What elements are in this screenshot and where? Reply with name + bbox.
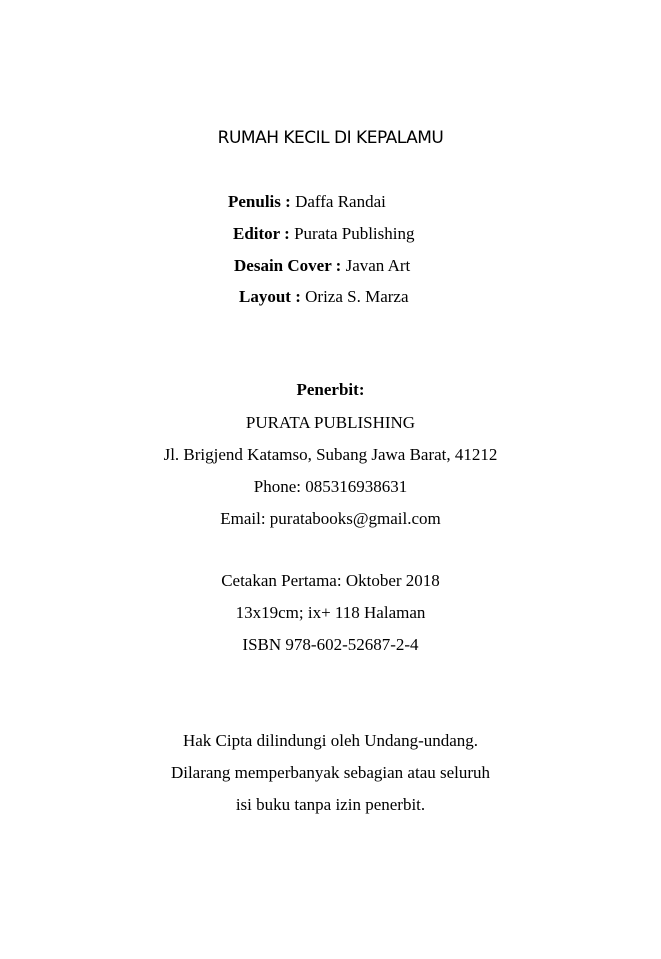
credit-cover	[234, 255, 410, 277]
credit-layout-value: Oriza S. Marza	[305, 287, 409, 306]
publisher-name: PURATA PUBLISHING	[245, 413, 416, 432]
book-title: RUMAH KECIL DI KEPALAMU	[217, 128, 444, 148]
edition-first-print: Cetakan Pertama: Oktober 2018	[221, 571, 440, 590]
publisher-address: Jl. Brigjend Katamso, Subang Jawa Barat, 41212	[163, 445, 498, 464]
credit-editor-label: Editor :	[233, 224, 290, 243]
copyright-line-3: isi buku tanpa izin penerbit.	[235, 795, 426, 814]
edition-size-pages: 13x19cm; ix+ 118 Halaman	[235, 603, 426, 622]
credit-layout-label: Layout :	[239, 287, 301, 306]
edition-isbn: ISBN 978-602-52687-2-4	[242, 635, 419, 654]
credit-cover-value: Javan Art	[345, 256, 411, 275]
publisher-heading: Penerbit:	[296, 380, 365, 399]
credit-editor	[233, 223, 415, 245]
copyright-line-2: Dilarang memperbanyak sebagian atau seluruh	[170, 763, 491, 782]
publisher-email: Email: puratabooks@gmail.com	[220, 509, 441, 528]
credit-layout	[239, 286, 409, 308]
credit-cover-label: Desain Cover :	[234, 256, 342, 275]
publisher-phone: Phone: 085316938631	[253, 477, 408, 496]
credit-writer	[228, 191, 386, 213]
copyright-line-1: Hak Cipta dilindungi oleh Undang-undang.	[182, 731, 479, 750]
credit-writer-value: Daffa Randai	[295, 192, 386, 211]
credit-editor-value: Purata Publishing	[294, 224, 415, 243]
credit-writer-label: Penulis :	[228, 192, 291, 211]
